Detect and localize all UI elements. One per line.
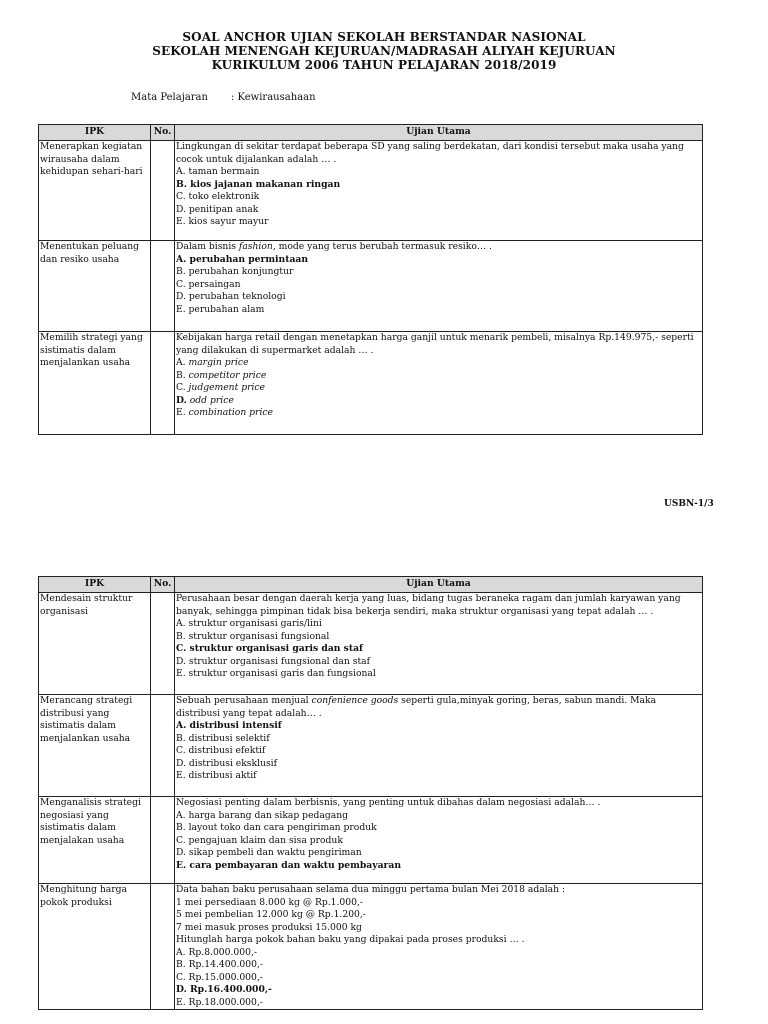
- header-line-2: SEKOLAH MENENGAH KEJURUAN/MADRASAH ALIYAH KEJURUAN: [152, 44, 616, 58]
- question-cell: [175, 797, 703, 884]
- option-b: B. distribusi selektif: [176, 732, 270, 744]
- ujian-header: Ujian Utama: [175, 125, 703, 141]
- option-c: C. toko elektronik: [176, 191, 260, 202]
- question-cell: [175, 141, 703, 241]
- question-line: Hitunglah harga pokok bahan baku yang dipakai pada proses produksi … .: [176, 934, 525, 945]
- option-e: E. struktur organisasi garis dan fungsional: [176, 668, 376, 679]
- ipk-cell: Menerapkan kegiatan wirausaha dalam kehidupan sehari-hari: [39, 141, 151, 241]
- ipk-cell: Menghitung harga pokok produksi: [39, 884, 151, 1010]
- option-b: B. struktur organisasi fungsional: [176, 630, 330, 642]
- option-text: margin price: [188, 357, 249, 368]
- question-cell: [175, 332, 703, 435]
- table-row: [39, 884, 703, 1010]
- option-e: E. perubahan alam: [176, 303, 265, 315]
- ipk-cell: Memilih strategi yang sistimatis dalam menjalankan usaha: [39, 332, 151, 435]
- option-c: C. pengajuan klaim dan sisa produk: [176, 834, 343, 846]
- question-table-2: [38, 576, 703, 1010]
- question-text-part: seperti gula,minyak goring, beras, sabun mandi. Maka distribusi yang tepat adalah… .: [176, 695, 657, 719]
- option-d: D. perubahan teknologi: [176, 291, 286, 302]
- no-header: No.: [151, 577, 175, 593]
- no-cell: [151, 141, 175, 241]
- option-letter: D.: [176, 394, 187, 406]
- option-c: C. persaingan: [176, 278, 241, 290]
- ipk-header: IPK: [39, 125, 151, 141]
- question-table-1: [38, 124, 703, 435]
- option-letter: E.: [176, 407, 186, 418]
- option-d-answer: [176, 395, 701, 408]
- option-e: E. distribusi aktif: [176, 770, 257, 781]
- subject-line: [131, 92, 316, 103]
- option-a: [176, 357, 701, 370]
- question-line: 7 mei masuk proses produksi 15.000 kg: [176, 921, 362, 933]
- question-cell: [175, 241, 703, 332]
- option-text: combination price: [188, 407, 273, 418]
- table-header-row: [39, 125, 703, 141]
- option-d: D. penitipan anak: [176, 203, 259, 215]
- option-a: A. Rp.8.000.000,-: [176, 946, 257, 958]
- no-cell: [151, 695, 175, 797]
- option-c: [176, 382, 701, 395]
- option-d-answer: D. Rp.16.400.000,-: [176, 984, 272, 995]
- ipk-header: IPK: [39, 577, 151, 593]
- table-row: [39, 241, 703, 332]
- option-b: [176, 370, 701, 383]
- question-text-italic: confenience goods: [311, 695, 399, 706]
- option-text: competitor price: [188, 369, 267, 381]
- option-e: [176, 407, 701, 420]
- option-d: D. distribusi eksklusif: [176, 757, 278, 769]
- option-e-answer: E. cara pembayaran dan waktu pembayaran: [176, 859, 402, 871]
- page-code: USBN-1/3: [664, 499, 714, 509]
- option-a: A. taman bermain: [176, 166, 260, 177]
- option-e: E. Rp.18.000.000,-: [176, 996, 263, 1008]
- option-b: B. Rp.14.400.000,-: [176, 959, 263, 970]
- question-text: [176, 241, 701, 254]
- table-row: [39, 141, 703, 241]
- table-row: [39, 797, 703, 884]
- option-text: judgement price: [188, 382, 265, 393]
- option-letter: A.: [176, 357, 186, 368]
- question-text: Perusahaan besar dengan daerah kerja yang luas, bidang tugas beraneka ragam dan jumlah karyawan yang banyak, sehingga pimpinan tidak bisa bekerja sendiri, maka struktur organisasi yang tepat adalah … .: [176, 593, 681, 617]
- ipk-cell: Menganalisis strategi negosiasi yang sistimatis dalam menjalakan usaha: [39, 797, 151, 884]
- option-text: odd price: [189, 394, 234, 406]
- option-d: D. sikap pembeli dan waktu pengiriman: [176, 847, 362, 858]
- no-cell: [151, 332, 175, 435]
- question-text-part: Dalam bisnis: [176, 241, 239, 252]
- table-header-row: [39, 577, 703, 593]
- no-cell: [151, 884, 175, 1010]
- option-a: A. harga barang dan sikap pedagang: [176, 809, 349, 821]
- option-b: B. perubahan konjungtur: [176, 266, 294, 277]
- question-cell: [175, 593, 703, 695]
- option-letter: B.: [176, 369, 186, 381]
- option-b-answer: B. kios jajanan makanan ringan: [176, 178, 341, 190]
- option-c: C. distribusi efektif: [176, 745, 266, 756]
- table-row: [39, 593, 703, 695]
- ujian-header: Ujian Utama: [175, 577, 703, 593]
- question-cell: [175, 884, 703, 1010]
- question-text-part: mode yang terus berubah termasuk resiko… .: [275, 241, 492, 252]
- option-c-answer: C. struktur organisasi garis dan staf: [176, 643, 363, 654]
- ipk-cell: Mendesain struktur organisasi: [39, 593, 151, 695]
- header-line-1: SOAL ANCHOR UJIAN SEKOLAH BERSTANDAR NASIONAL: [182, 30, 586, 44]
- question-text-part: Sebuah perusahaan menjual: [176, 695, 312, 706]
- option-d: D. struktur organisasi fungsional dan staf: [176, 655, 371, 667]
- question-line: 5 mei pembelian 12.000 kg @ Rp.1.200,-: [176, 909, 366, 920]
- subject-label: Mata Pelajaran: [131, 92, 208, 103]
- question-text-italic: fashion,: [238, 241, 276, 252]
- table-row: [39, 695, 703, 797]
- question-text: [176, 695, 701, 720]
- option-a-answer: A. perubahan permintaan: [176, 253, 309, 265]
- question-cell: [175, 695, 703, 797]
- no-cell: [151, 241, 175, 332]
- question-text: Kebijakan harga retail dengan menetapkan harga ganjil untuk menarik pembeli, misalnya Rp.149.975,- seperti yang dilakukan di supermarket adalah … .: [176, 332, 694, 356]
- no-cell: [151, 593, 175, 695]
- header-line-3: KURIKULUM 2006 TAHUN PELAJARAN 2018/2019: [211, 58, 557, 72]
- question-line: 1 mei persediaan 8.000 kg @ Rp.1.000,-: [176, 896, 363, 908]
- option-letter: C.: [176, 382, 186, 393]
- option-b: B. layout toko dan cara pengiriman produk: [176, 822, 377, 833]
- question-line: Data bahan baku perusahaan selama dua minggu pertama bulan Mei 2018 adalah :: [176, 884, 566, 895]
- option-c: C. Rp.15.000.000,-: [176, 971, 263, 983]
- option-a: A. struktur organisasi garis/lini: [176, 618, 322, 629]
- subject-value: : Kewirausahaan: [231, 92, 316, 103]
- option-a-answer: A. distribusi intensif: [176, 720, 282, 731]
- option-e: E. kios sayur mayur: [176, 216, 269, 227]
- ipk-cell: Merancang strategi distribusi yang sistimatis dalam menjalankan usaha: [39, 695, 151, 797]
- document-header: [0, 30, 768, 72]
- no-cell: [151, 797, 175, 884]
- no-header: No.: [151, 125, 175, 141]
- question-text: Negosiasi penting dalam berbisnis, yang penting untuk dibahas dalam negosiasi adalah… .: [176, 797, 601, 808]
- ipk-cell: Menentukan peluang dan resiko usaha: [39, 241, 151, 332]
- table-row: [39, 332, 703, 435]
- question-text: Lingkungan di sekitar terdapat beberapa SD yang saling berdekatan, dari kondisi tersebut maka usaha yang cocok untuk dijalankan adalah … .: [176, 141, 684, 165]
